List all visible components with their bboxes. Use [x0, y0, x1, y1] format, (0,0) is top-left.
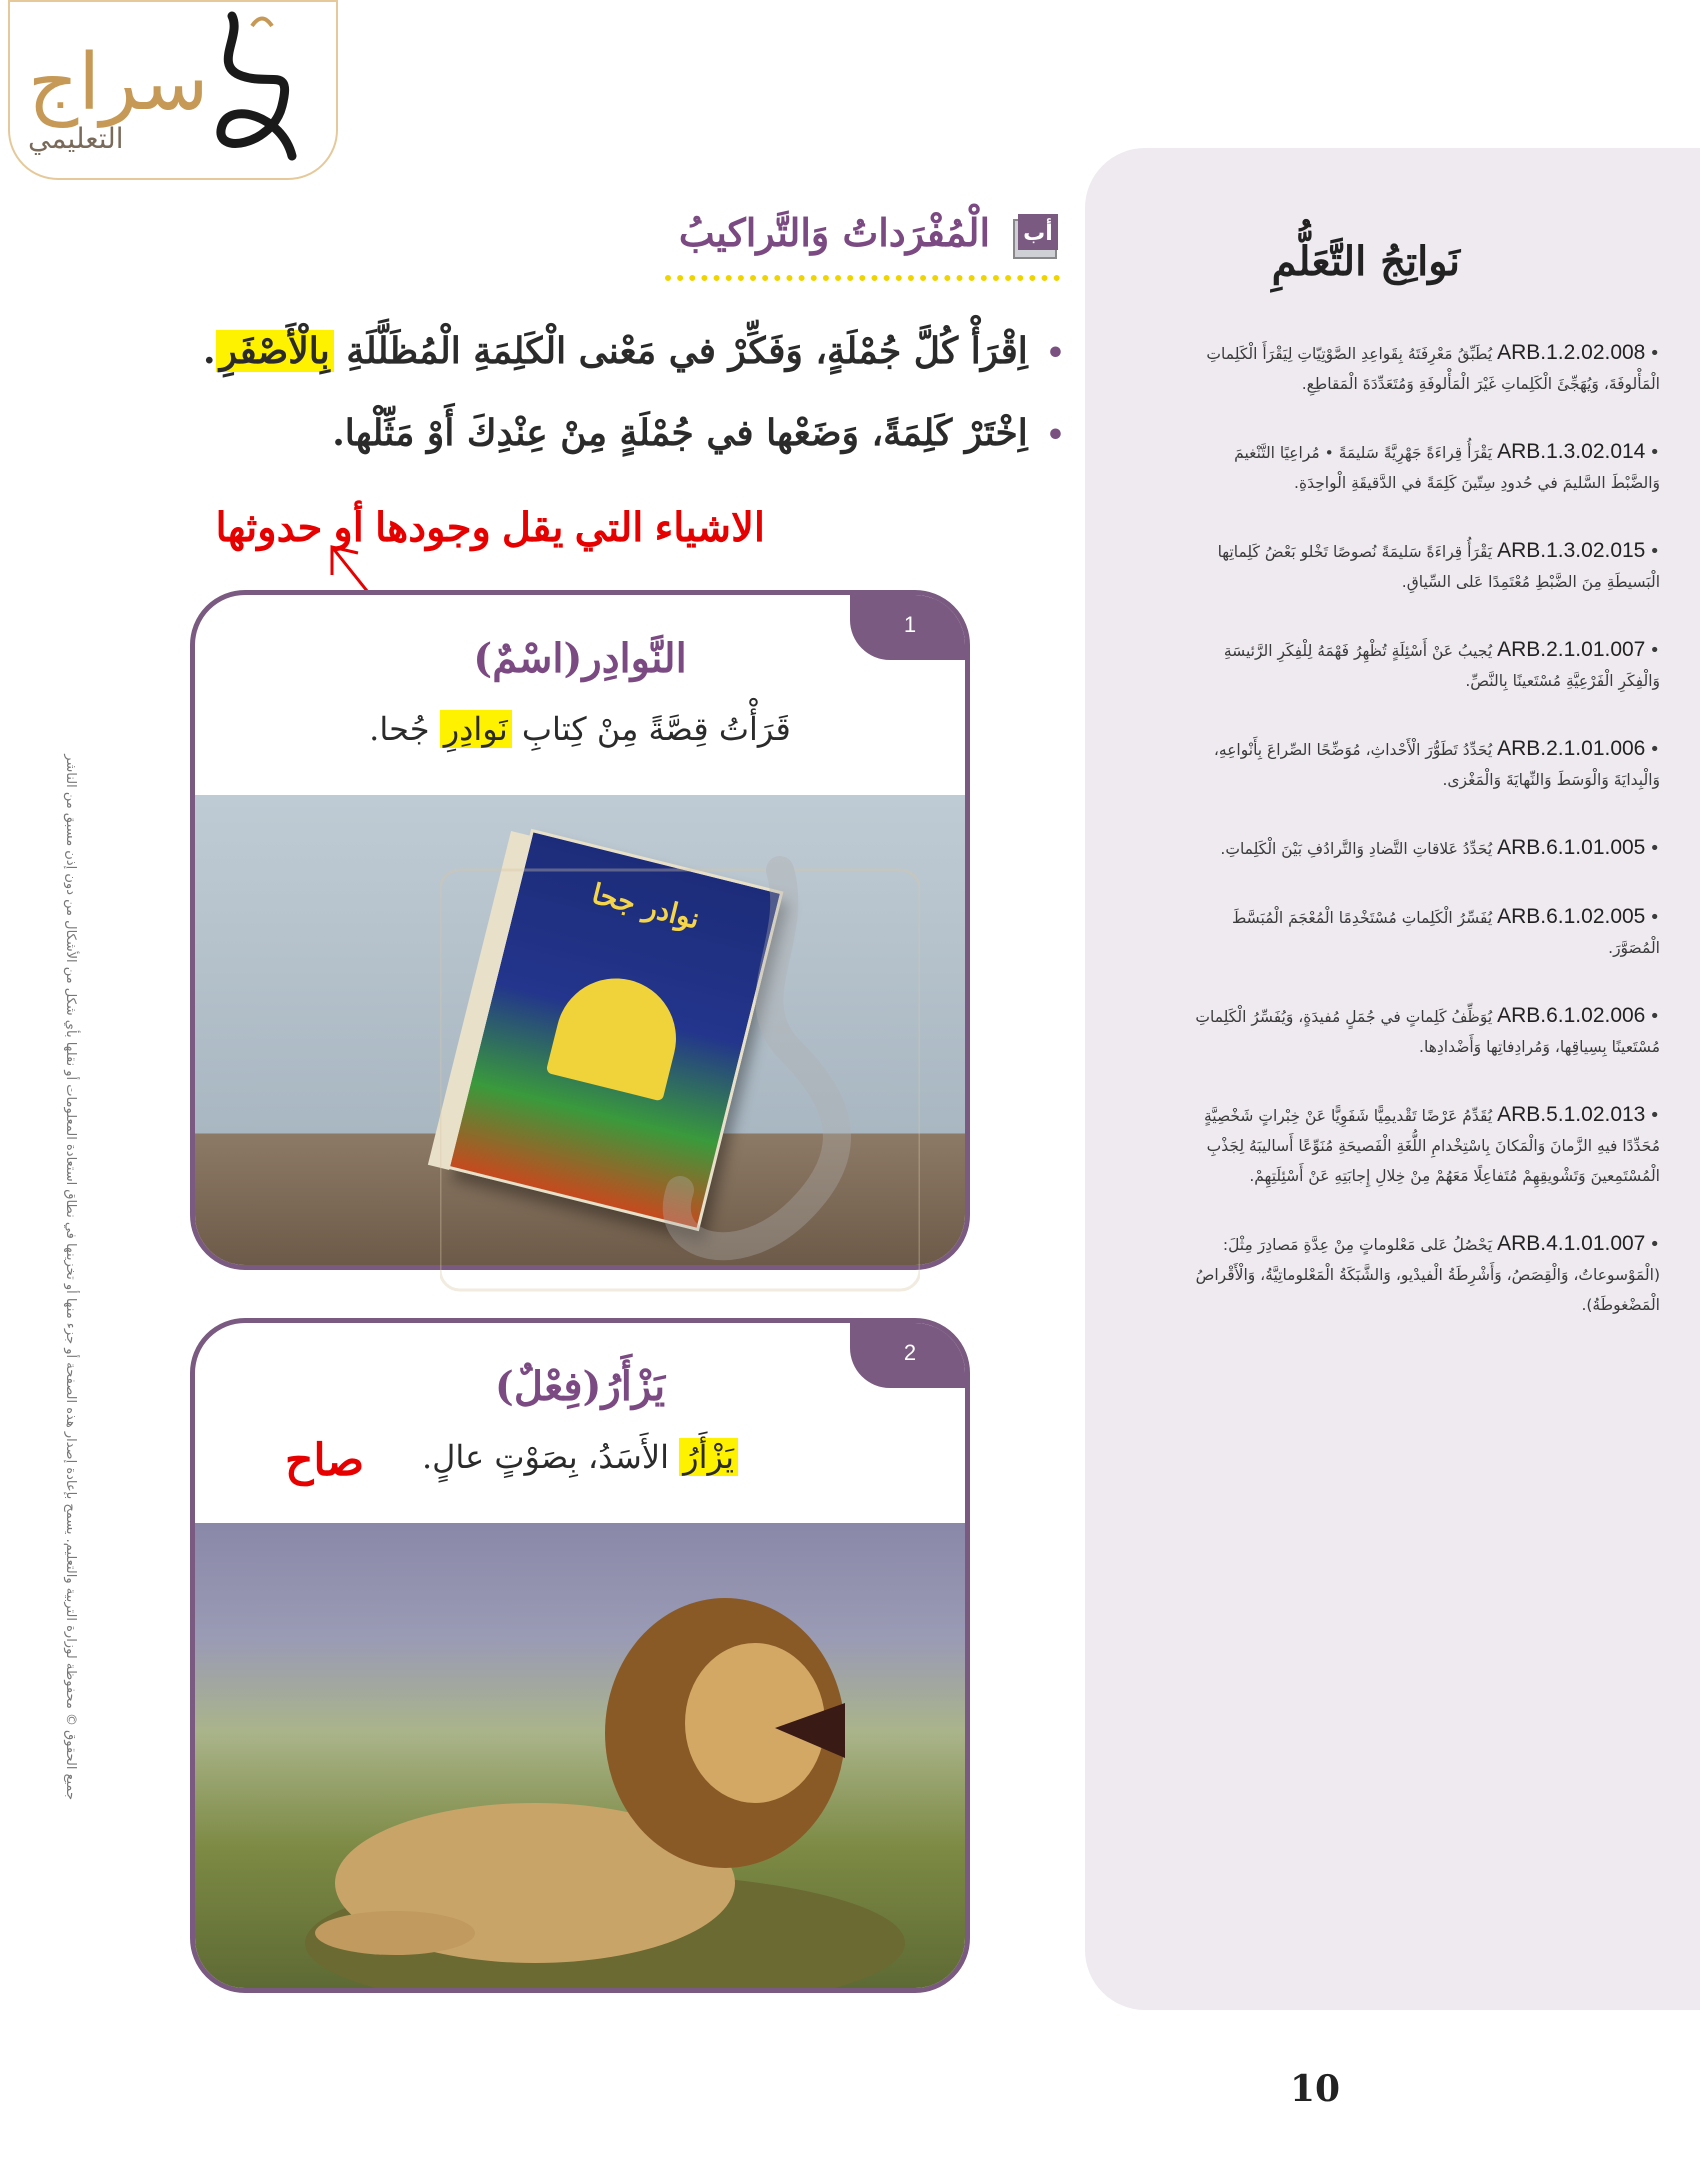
handwritten-meaning: صاح	[285, 1436, 365, 1485]
title-dotted-underline	[665, 275, 1060, 281]
page-number: 10	[1290, 2068, 1341, 2110]
svg-text:أب: أب	[1023, 221, 1053, 246]
instruction-line-2: •اِخْتَرْ كَلِمَةً، وَضَعْها في جُمْلَةٍ مِنْ عِنْدِكَ أَوْ مَثِّلْها.	[332, 412, 1065, 454]
handwritten-note: الاشياء التي يقل وجودها أو حدوثها	[215, 506, 765, 550]
outcomes-list	[1190, 338, 1660, 1358]
panel-title: نَواتِجُ التَّعَلُّمِ	[1271, 238, 1460, 285]
outcome-item: •ARB.5.1.02.013 يُقَدِّمُ عَرْضًا تَقْديمِيًّا شَفَوِيًّا عَنْ خِبْراتٍ شَخْصِيَّةٍ مُحَدِّدًا فيهِ الزَّمانَ وَالْمَكانَ بِاسْتِخْدامِ اللُّغَةِ الْفَصيحَةِ مُنَوِّعًا أَساليبَهُ لِجَذْبِ الْمُسْتَمِعينَ وَتَشْويقِهِمْ مُتَفاعِلًا مَعَهُمْ مِنْ خِلالِ إِجابَتِهِ عَنْ أَسْئِلَتِهِمْ.	[1204, 1103, 1660, 1185]
vocab-card-2	[190, 1318, 970, 1993]
watermark-logo	[440, 850, 920, 1310]
outcome-item: •ARB.6.1.02.006 يُوَظِّفُ كَلِماتٍ في جُمَلٍ مُفيدَةٍ، وَيُفَسِّرُ الْكَلِماتِ مُسْتَعينًا بِسِياقِها، وَمُرادِفاتِها وَأَضْدادِها.	[1195, 1004, 1660, 1056]
logo-brand: سراج	[28, 38, 209, 128]
vocab-word: النَّوادِر(اسْمٌ)	[473, 635, 687, 682]
highlighted-word: نَوادِرِ	[440, 710, 512, 748]
highlighted-word: بِالْأَصْفَرِ	[216, 330, 334, 372]
outcome-item: •ARB.2.1.01.007 يُجيبُ عَنْ أَسْئِلَةٍ تُظْهِرُ فَهْمَهُ لِلْفِكَرِ الرَّئيسَةِ وَالْفِكَرِ الْفَرْعِيَّةِ مُسْتَعينًا بِالنَّصِّ.	[1223, 638, 1660, 690]
outcome-item: •ARB.1.3.02.014 يَقْرَأُ قِراءَةً جَهْرِيَّةً سَليمَةً • مُراعِيًا التَّنْغيمَ وَالضَّبْطَ السَّليمَ في حُدودِ سِتّينَ كَلِمَةً في الدَّقيقَةِ الْواحِدَةِ.	[1234, 440, 1660, 492]
highlighted-word: يَزْأَرُ	[679, 1438, 738, 1476]
outcome-item: •ARB.6.1.02.005 يُفَسِّرُ الْكَلِماتِ مُسْتَخْدِمًا الْمُعْجَمَ الْمُبَسَّطَ الْمُصَوَّرَ.	[1231, 905, 1660, 957]
lion-image	[305, 1583, 905, 1993]
outcome-item: •ARB.1.2.02.008 يُطَبِّقُ مَعْرِفَتَهُ بِقَواعِدِ الصَّوْتِيّاتِ لِيَقْرَأَ الْكَلِماتِ الْمَأْلوفَةَ، وَيُهَجِّئَ الْكَلِماتِ غَيْرَ الْمَأْلوفَةِ وَمُتَعَدِّدَةَ الْمَقاطِعِ.	[1206, 341, 1660, 393]
card-number: 1	[850, 590, 970, 660]
outcome-item: •ARB.1.3.02.015 يَقْرَأُ قِراءَةً سَليمَةً نُصوصًا تَخْلو بَعْضُ كَلِماتِها الْبَسيطَةِ مِنَ الضَّبْطِ مُعْتَمِدًا عَلى السِّياقِ.	[1217, 539, 1660, 591]
example-sentence: يَزْأَرُ الأَسَدُ، بِصَوْتٍ عالٍ.	[195, 1438, 965, 1476]
logo-calligraphy-icon	[172, 6, 322, 178]
logo	[8, 0, 338, 180]
book-cover-image: نوادر جحا	[447, 829, 784, 1232]
vocab-word: يَزْأَرُ(فِعْلٌ)	[494, 1363, 666, 1410]
lion-photo	[195, 1523, 965, 1988]
section-book-icon	[1010, 210, 1062, 262]
learning-outcomes-panel	[1085, 148, 1700, 2010]
card-number: 2	[850, 1318, 970, 1388]
outcome-item: •ARB.2.1.01.006 يُحَدِّدُ تَطَوُّرَ الْأَحْداثِ، مُوَضِّحًا الصِّراعَ بِأَنْواعِهِ، وَالْبِدايَةَ وَالْوَسَطَ وَالنِّهايَةَ وَالْمَغْزى.	[1213, 737, 1660, 789]
instruction-line-1: •اِقْرَأْ كُلَّ جُمْلَةٍ، وَفَكِّرْ في مَعْنى الْكَلِمَةِ الْمُظَلَّلَةِ بِالْأَصْفَرِ.	[203, 330, 1065, 372]
bullet: •	[1045, 418, 1065, 453]
copyright-vertical: جميع الحقوق © محفوظة لوزارة التربية والتعليم. يسمح بإعادة إصدار هذه الصفحة أو جزء منها أو تخزينها في نطاق استعادة المعلومات أو نقلها بأي شكل من الأشكال من دون إذن مسبق من الناشر	[63, 754, 78, 1800]
outcome-item: •ARB.4.1.01.007 يَحْصُلُ عَلى مَعْلوماتٍ مِنْ عِدَّةِ مَصادِرَ مِثْلَ: (الْمَوْسوعاتُ، وَالْقِصَصُ، وَأَشْرِطَةُ الْفيدْيو، وَالشَّبَكَةُ الْمَعْلوماتِيَّةُ، وَالْأَقْراصُ الْمَضْغوطَةُ).	[1195, 1232, 1660, 1314]
bullet: •	[1045, 336, 1065, 371]
example-sentence: قَرَأْتُ قِصَّةً مِنْ كِتابِ نَوادِرِ جُحا.	[369, 710, 791, 748]
outcome-item: •ARB.6.1.01.005 يُحَدِّدُ عَلاقاتِ التَّضادِ وَالتَّرادُفِ بَيْنَ الْكَلِماتِ.	[1220, 836, 1660, 859]
logo-subtitle: التعليمي	[28, 122, 124, 155]
section-title: الْمُفْرَداتُ وَالتَّراكيبُ	[678, 210, 990, 255]
